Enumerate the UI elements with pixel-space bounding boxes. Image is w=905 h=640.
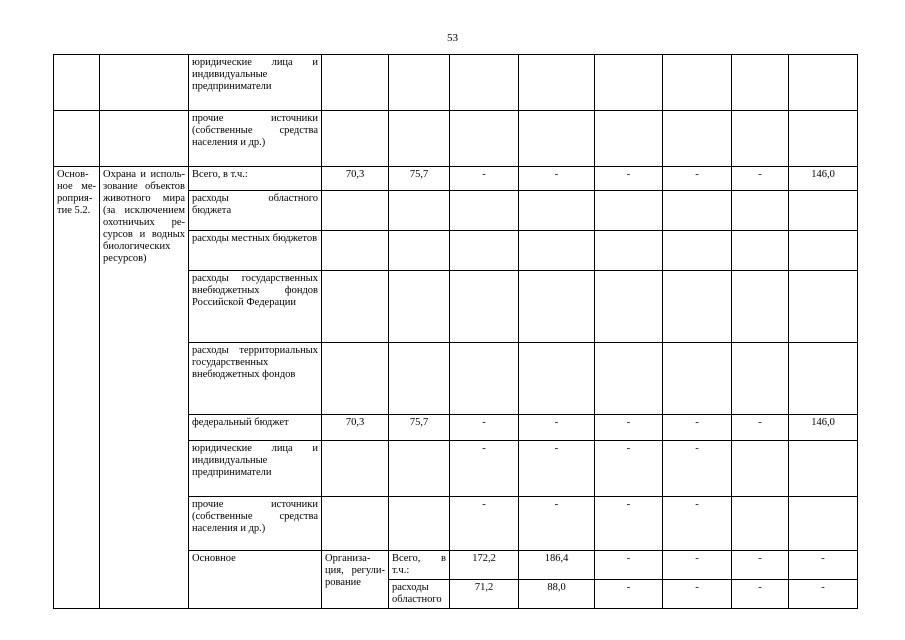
value-cell bbox=[663, 271, 732, 343]
value-cell bbox=[732, 231, 789, 271]
value-cell bbox=[322, 343, 389, 415]
table-row bbox=[54, 55, 858, 111]
value-cell: - bbox=[663, 167, 732, 191]
source-cell: юридические лица и индивидуальные предприниматели bbox=[189, 441, 322, 497]
value-cell: 146,0 bbox=[789, 415, 858, 441]
source-cell: расходы государственных внебюджетных фондов Российской Федерации bbox=[189, 271, 322, 343]
value-cell bbox=[519, 271, 595, 343]
value-cell: - bbox=[789, 580, 858, 609]
source-cell: расходы местных бюджетов bbox=[189, 231, 322, 271]
value-cell bbox=[389, 343, 450, 415]
value-cell: - bbox=[595, 497, 663, 551]
value-cell bbox=[389, 111, 450, 167]
budget-table bbox=[53, 54, 858, 609]
value-cell: - bbox=[450, 497, 519, 551]
value-cell: - bbox=[450, 167, 519, 191]
value-cell: - bbox=[663, 497, 732, 551]
value-cell bbox=[732, 343, 789, 415]
value-cell bbox=[789, 191, 858, 231]
value-cell bbox=[450, 191, 519, 231]
source-cell: Всего, в т.ч.: bbox=[389, 551, 450, 580]
blank-cell bbox=[100, 55, 189, 111]
value-cell: - bbox=[519, 497, 595, 551]
value-cell: - bbox=[595, 441, 663, 497]
blank-cell bbox=[54, 55, 100, 111]
value-cell: - bbox=[663, 441, 732, 497]
value-cell bbox=[789, 111, 858, 167]
value-cell: 75,7 bbox=[389, 167, 450, 191]
value-cell: 186,4 bbox=[519, 551, 595, 580]
value-cell bbox=[663, 55, 732, 111]
source-cell: федеральный бюджет bbox=[189, 415, 322, 441]
value-cell: - bbox=[732, 551, 789, 580]
value-cell bbox=[732, 55, 789, 111]
value-cell bbox=[595, 55, 663, 111]
value-cell bbox=[595, 343, 663, 415]
value-cell bbox=[519, 343, 595, 415]
source-cell: юридические лица и индивидуальные предприниматели bbox=[189, 55, 322, 111]
source-cell: расходы областного бюджета bbox=[189, 191, 322, 231]
value-cell bbox=[322, 497, 389, 551]
source-cell: Всего, в т.ч.: bbox=[189, 167, 322, 191]
blank-cell bbox=[54, 111, 100, 167]
value-cell: - bbox=[732, 580, 789, 609]
value-cell: 172,2 bbox=[450, 551, 519, 580]
value-cell: 71,2 bbox=[450, 580, 519, 609]
value-cell bbox=[595, 271, 663, 343]
value-cell: 70,3 bbox=[322, 415, 389, 441]
value-cell bbox=[519, 191, 595, 231]
value-cell: - bbox=[663, 551, 732, 580]
value-cell bbox=[663, 191, 732, 231]
value-cell bbox=[450, 111, 519, 167]
value-cell: - bbox=[732, 167, 789, 191]
value-cell bbox=[322, 441, 389, 497]
value-cell bbox=[450, 343, 519, 415]
value-cell: - bbox=[450, 441, 519, 497]
value-cell: - bbox=[595, 167, 663, 191]
source-cell: прочие источники (собственные средства населения и др.) bbox=[189, 497, 322, 551]
table-row bbox=[54, 167, 858, 191]
value-cell bbox=[789, 343, 858, 415]
value-cell bbox=[389, 441, 450, 497]
value-cell bbox=[663, 343, 732, 415]
value-cell bbox=[663, 231, 732, 271]
value-cell: - bbox=[450, 415, 519, 441]
value-cell bbox=[389, 231, 450, 271]
value-cell bbox=[519, 55, 595, 111]
value-cell: - bbox=[595, 415, 663, 441]
table-row bbox=[54, 111, 858, 167]
page-number: 53 bbox=[447, 32, 458, 44]
value-cell bbox=[732, 111, 789, 167]
source-cell: расходы областного bbox=[389, 580, 450, 609]
value-cell bbox=[322, 191, 389, 231]
value-cell bbox=[389, 55, 450, 111]
value-cell: 146,0 bbox=[789, 167, 858, 191]
activity-label-cell: Основное bbox=[189, 551, 322, 609]
value-cell: - bbox=[519, 415, 595, 441]
value-cell bbox=[322, 271, 389, 343]
value-cell: - bbox=[519, 441, 595, 497]
value-cell bbox=[595, 191, 663, 231]
value-cell bbox=[450, 231, 519, 271]
value-cell bbox=[789, 271, 858, 343]
value-cell bbox=[789, 441, 858, 497]
value-cell bbox=[732, 441, 789, 497]
value-cell bbox=[663, 111, 732, 167]
value-cell bbox=[732, 497, 789, 551]
value-cell bbox=[322, 111, 389, 167]
activity-name-cell: Охрана и использование объектов животного мира (за исключением охотничьих ресурсов и водных биологических ресурсов) bbox=[100, 167, 189, 609]
value-cell bbox=[595, 231, 663, 271]
value-cell bbox=[322, 231, 389, 271]
value-cell: 75,7 bbox=[389, 415, 450, 441]
value-cell bbox=[595, 111, 663, 167]
value-cell: - bbox=[595, 551, 663, 580]
value-cell: 70,3 bbox=[322, 167, 389, 191]
blank-cell bbox=[100, 111, 189, 167]
value-cell bbox=[322, 55, 389, 111]
value-cell bbox=[789, 55, 858, 111]
value-cell bbox=[789, 497, 858, 551]
value-cell bbox=[789, 231, 858, 271]
value-cell bbox=[732, 191, 789, 231]
value-cell: - bbox=[663, 580, 732, 609]
value-cell: 88,0 bbox=[519, 580, 595, 609]
value-cell: - bbox=[595, 580, 663, 609]
value-cell: - bbox=[789, 551, 858, 580]
value-cell bbox=[450, 271, 519, 343]
source-cell: расходы территориальных государственных внебюджетных фондов bbox=[189, 343, 322, 415]
value-cell bbox=[450, 55, 519, 111]
value-cell: - bbox=[663, 415, 732, 441]
value-cell bbox=[389, 497, 450, 551]
activity-name-cell: Организация, регулирование bbox=[322, 551, 389, 609]
value-cell: - bbox=[732, 415, 789, 441]
value-cell bbox=[519, 111, 595, 167]
value-cell bbox=[519, 231, 595, 271]
activity-label-cell: Основное мероприятие 5.2. bbox=[54, 167, 100, 609]
source-cell: прочие источники (собственные средства населения и др.) bbox=[189, 111, 322, 167]
value-cell bbox=[389, 271, 450, 343]
value-cell bbox=[732, 271, 789, 343]
value-cell: - bbox=[519, 167, 595, 191]
value-cell bbox=[389, 191, 450, 231]
